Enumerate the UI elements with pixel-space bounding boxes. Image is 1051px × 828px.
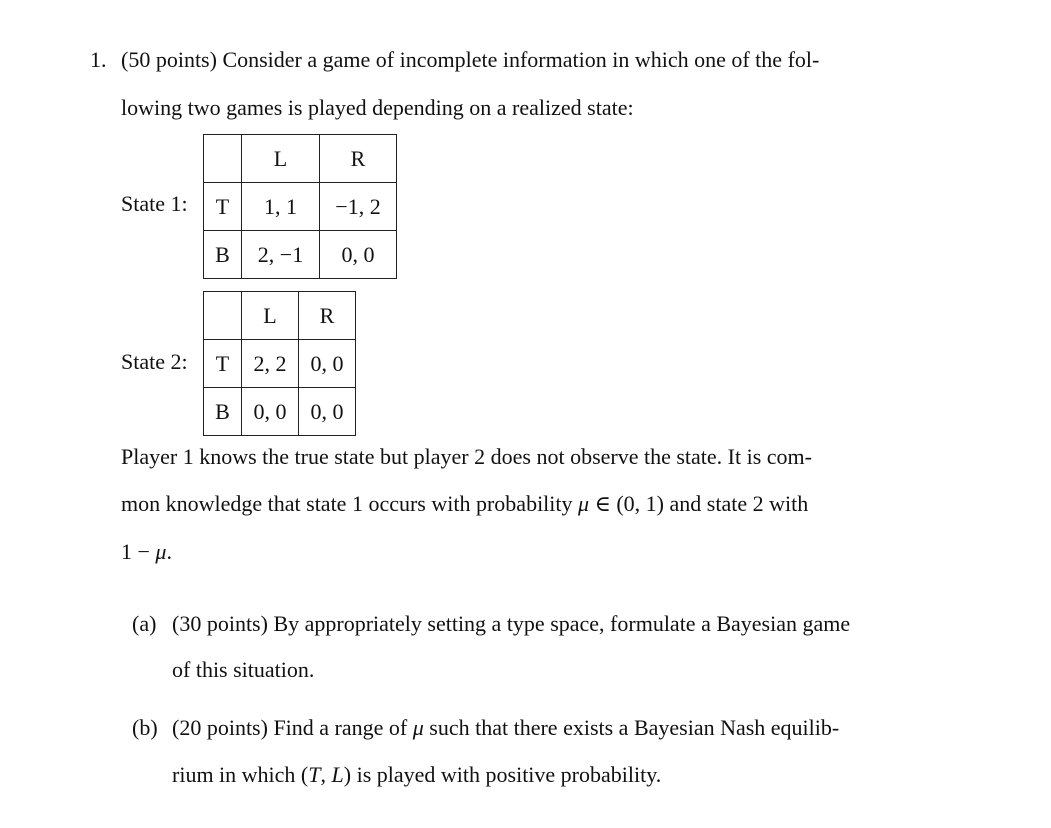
strategy-T: T [308, 762, 321, 787]
state-2-row-label: B [204, 388, 242, 436]
state-2-label: State 2: [121, 349, 188, 374]
probability-interval: ∈ (0, 1) [589, 491, 664, 516]
one-minus: 1 − [121, 539, 156, 564]
period: . [166, 539, 172, 564]
state-1-row-label: B [204, 231, 242, 279]
state-2-payoff-table [203, 291, 356, 436]
body-line-2-tail: and state 2 with [664, 491, 809, 516]
part-a-line-1: (30 points) By appropriately setting a type space, formulate a Bayesian game [172, 611, 851, 636]
state-1-row [204, 231, 397, 279]
body-line-1: Player 1 knows the true state but player 2 does not observe the state. It is com- [121, 444, 812, 469]
body-line-3 [121, 538, 172, 566]
state-1-payoff-table [203, 134, 397, 279]
part-a-label: (a) [132, 611, 157, 636]
part-b-line-1-text: (20 points) Find a range of [172, 715, 413, 740]
state-1-payoff-cell: 1, 1 [242, 183, 320, 231]
state-1-row-label: T [204, 183, 242, 231]
body-line-2-text: mon knowledge that state 1 occurs with probability [121, 491, 579, 516]
state-2-corner-cell [204, 292, 242, 340]
state-1-corner-cell [204, 135, 242, 183]
state-1-payoff-cell: 2, −1 [242, 231, 320, 279]
state-1-row [204, 183, 397, 231]
part-b-line-2-tail: ) is played with positive probability. [343, 762, 662, 787]
state-1-payoff-cell: 0, 0 [320, 231, 397, 279]
state-1-header-row [204, 135, 397, 183]
problem-intro-line-2: lowing two games is played depending on a realized state: [121, 95, 634, 120]
state-2-row-label: T [204, 340, 242, 388]
state-2-header-row [204, 292, 356, 340]
part-b-line-1-tail: such that there exists a Bayesian Nash equilib- [423, 715, 840, 740]
state-1-payoff-cell: −1, 2 [320, 183, 397, 231]
state-1-label: State 1: [121, 191, 188, 216]
mu-symbol: μ [155, 539, 167, 564]
mu-symbol: μ [412, 715, 424, 740]
body-line-2 [121, 490, 808, 518]
part-b-label: (b) [132, 715, 158, 740]
problem-number: 1. [90, 47, 107, 72]
state-2-payoff-cell: 0, 0 [299, 388, 356, 436]
state-2-payoff-cell: 0, 0 [299, 340, 356, 388]
mu-symbol: μ [578, 491, 590, 516]
state-2-row [204, 388, 356, 436]
state-1-col-header: L [242, 135, 320, 183]
state-2-payoff-cell: 2, 2 [242, 340, 299, 388]
state-2-payoff-cell: 0, 0 [242, 388, 299, 436]
part-b-line-1 [172, 714, 839, 742]
state-2-col-header: R [299, 292, 356, 340]
state-2-row [204, 340, 356, 388]
state-2-col-header: L [242, 292, 299, 340]
state-1-col-header: R [320, 135, 397, 183]
strategy-L: L [331, 762, 344, 787]
comma: , [320, 762, 332, 787]
part-a-line-2: of this situation. [172, 657, 315, 682]
part-b-line-2 [172, 761, 661, 789]
part-b-line-2-text: rium in which ( [172, 762, 309, 787]
problem-intro-line-1: (50 points) Consider a game of incomplete information in which one of the fol- [121, 47, 820, 72]
